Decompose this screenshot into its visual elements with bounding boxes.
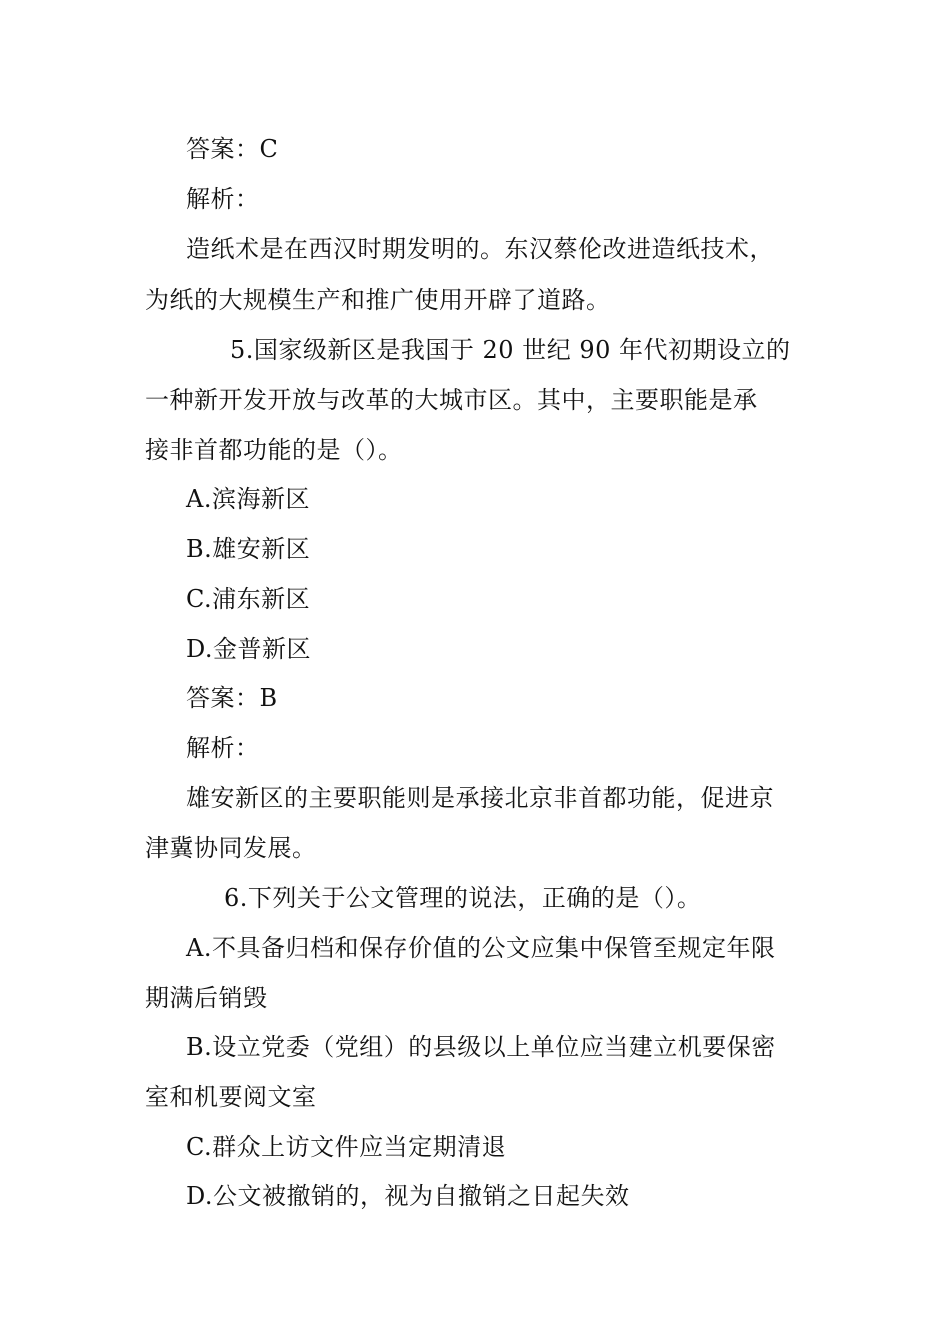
q5-option-a: A.滨海新区 bbox=[186, 485, 310, 513]
q5-option-c: C.浦东新区 bbox=[186, 585, 311, 613]
q4-answer: 答案：C bbox=[186, 135, 279, 163]
q6-option-b-line-1: B.设立党委（党组）的县级以上单位应当建立机要保密 bbox=[186, 1033, 776, 1061]
q4-analysis-line-2: 为纸的大规模生产和推广使用开辟了道路。 bbox=[145, 286, 611, 314]
q6-stem: 6.下列关于公文管理的说法，正确的是（）。 bbox=[224, 884, 702, 912]
q6-option-a-line-2: 期满后销毁 bbox=[145, 984, 268, 1012]
q5-analysis-line-2: 津冀协同发展。 bbox=[145, 834, 317, 862]
q5-option-b: B.雄安新区 bbox=[186, 535, 311, 563]
q5-answer: 答案：B bbox=[186, 684, 278, 712]
q5-option-d: D.金普新区 bbox=[186, 635, 312, 663]
q5-stem-line-1: 5.国家级新区是我国于 20 世纪 90 年代初期设立的 bbox=[230, 336, 791, 364]
q5-analysis-label: 解析： bbox=[186, 734, 260, 762]
q4-analysis-line-1: 造纸术是在西汉时期发明的。东汉蔡伦改进造纸技术， bbox=[186, 235, 774, 263]
q5-stem-line-3: 接非首都功能的是（）。 bbox=[145, 436, 403, 464]
q5-analysis-line-1: 雄安新区的主要职能则是承接北京非首都功能，促进京 bbox=[186, 784, 774, 812]
q6-option-a-line-1: A.不具备归档和保存价值的公文应集中保管至规定年限 bbox=[186, 934, 776, 962]
q6-option-c: C.群众上访文件应当定期清退 bbox=[186, 1133, 507, 1161]
q6-option-b-line-2: 室和机要阅文室 bbox=[145, 1083, 317, 1111]
q6-option-d: D.公文被撤销的，视为自撤销之日起失效 bbox=[186, 1182, 630, 1210]
q4-analysis-label: 解析： bbox=[186, 185, 260, 213]
q5-stem-line-2: 一种新开发开放与改革的大城市区。其中，主要职能是承 bbox=[145, 386, 758, 414]
